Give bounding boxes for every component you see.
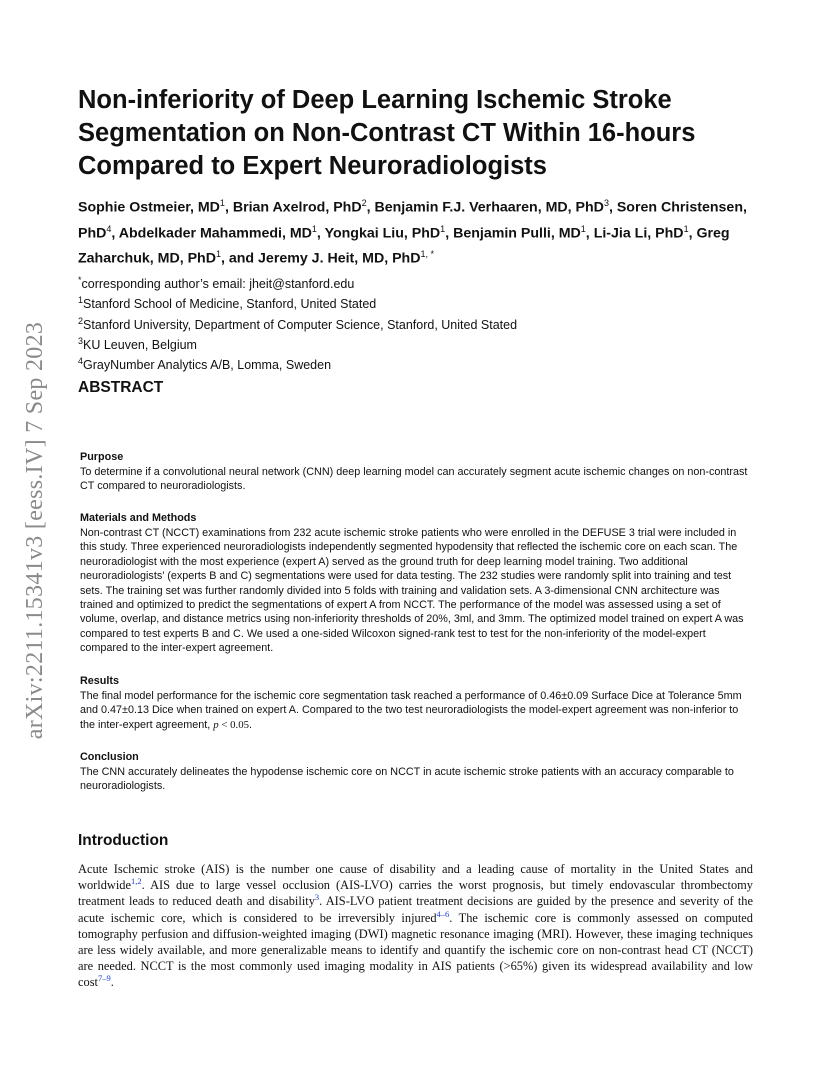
author-name: Sophie Ostmeier, MD [78,199,220,216]
author-separator: , [585,225,594,242]
affiliation-text: Stanford University, Department of Computer Science, Stanford, United Stated [83,317,518,332]
arxiv-side-stamp [20,290,52,770]
author-name: Greg Zaharchuk, MD, PhD [78,225,730,268]
affiliation-text: GrayNumber Analytics A/B, Lomma, Sweden [83,358,332,373]
author-affiliation-mark: 1 [215,249,221,260]
citation-link[interactable]: 7–9 [97,973,111,984]
affiliation-text: KU Leuven, Belgium [83,338,197,353]
affiliation-text: Stanford School of Medicine, Stanford, United Stated [83,297,377,312]
affiliation-mark: 4 [78,356,84,367]
author-affiliation-mark: 1 [683,223,689,234]
affiliation-mark: * [78,275,82,285]
arxiv-identifier: arXiv:2211.15341v3 [eess.IV] 7 Sep 2023 [22,321,49,739]
affiliation-item [78,333,768,353]
author-affiliation-mark: 1 [580,223,586,234]
author-name: Benjamin F.J. Verhaaren, MD, PhD [374,199,604,216]
author-name: Soren Christensen, PhD [78,199,747,242]
author-separator: , [688,225,697,242]
affiliation-item [78,292,768,312]
citation-link[interactable]: 3 [314,892,320,903]
introduction-sentence: . AIS due to large vessel occlusion (AIS-LVO) carries the worst prognosis, but timely endovascular thrombectomy treatment leads to reduced death and disability [78,878,753,909]
author-name: Yongkai Liu, PhD [324,225,441,242]
citation-link[interactable]: 4–6 [436,908,450,919]
abstract-results [80,674,752,732]
affiliation-mark: 3 [78,336,84,347]
author-name: Benjamin Pulli, MD [453,225,581,242]
introduction-sentence: . The ischemic core is commonly assessed on computed tomography perfusion and diffusion-weighted imaging (DWI) magnetic resonance imaging (MRI). However, these imaging techniques are less widely available, and more generalizable means to identify and quantify the ischemic core on non-contrast head CT (NCCT) are needed. NCCT is the most commonly used imaging modality in AIS patients (>65%) given its widespread availability and low cost [78,910,753,990]
p-value-symbol: p [213,718,219,731]
affiliation-text: corresponding author’s email: jheit@stanford.edu [81,277,355,292]
author-name: Abdelkader Mahammedi, MD [118,225,312,242]
conclusion-heading: Conclusion [80,751,139,763]
affiliation-item [78,313,768,333]
author-affiliation-mark: 1 [311,223,317,234]
author-separator: , [608,199,617,216]
author-affiliation-mark: 2 [361,198,367,208]
abstract-conclusion [80,750,752,794]
author-separator: , and [220,251,259,268]
affiliation-mark: 1 [78,295,84,306]
author-separator: , [445,225,454,242]
author-affiliation-mark: 1 [219,198,225,208]
author-separator: , [316,225,325,242]
affiliation-mark: 2 [78,315,84,326]
introduction-heading: Introduction [78,832,169,849]
introduction-sentence: . AIS-LVO patient treatment decisions are guided by the presence and severity of the acute ischemic core, which is considered to be irreversibly injured [78,894,753,925]
citation-link[interactable]: 1,2 [131,876,142,887]
purpose-heading: Purpose [80,451,124,463]
author-separator: , [366,199,375,216]
author-name: Li-Jia Li, PhD [593,225,684,242]
affiliation-item [78,272,768,292]
author-affiliation-mark: 1 [440,223,446,234]
abstract-methods [80,511,752,656]
purpose-text: To determine if a convolutional neural network (CNN) deep learning model can accurately segment acute ischemic changes on non-contrast CT compared to neuroradiologists. [80,466,748,493]
affiliation-list [78,272,768,374]
author-name: Brian Axelrod, PhD [232,199,362,216]
affiliation-item [78,353,768,373]
introduction-sentence: . [110,975,114,990]
abstract-heading: ABSTRACT [78,379,164,396]
p-value-relation: < 0.05 [218,718,250,731]
author-list [78,193,768,270]
introduction-sentence: Acute Ischemic stroke (AIS) is the number one cause of disability and a leading cause of mortality in the United States and worldwide [78,862,753,893]
author-affiliation-mark: 4 [106,223,112,234]
author-affiliation-mark: 3 [603,198,609,208]
results-end: . [249,718,253,731]
methods-text: Non-contrast CT (NCCT) examinations from 232 acute ischemic stroke patients who were enrolled in the DEFUSE 3 trial were included in this study. Three experienced neuroradiologists independently segmented hypodensity that reflected the ischemic core on each scan. The neuroradiologist with the most experience (expert A) served as the ground truth for deep learning model training. Two additional neuroradiologists’ (experts B and C) segmentations were used for data testing. The 232 studies were randomly split into training and test sets. The training set was further randomly divided into 5 folds with training and validation sets. A 3-dimensional CNN architecture was trained and optimized to predict the segmentations of expert A from NCCT. The performance of the model was assessed using a set of volume, overlap, and distance metrics using non-inferiority thresholds of 20%, 3ml, and 3mm. The optimized model trained on expert A was compared to test experts B and C. We used a one-sided Wilcoxon signed-rank test to test for the non-inferiority of the model-expert compared to the inter-expert agreement. [80,527,744,655]
introduction-text [78,861,753,991]
author-name: Jeremy J. Heit, MD, PhD [258,251,421,268]
paper-title: Non-inferiority of Deep Learning Ischemic Stroke Segmentation on Non-Contrast CT Within 16-hours Compared to Expert Neuroradiologists [78,86,696,180]
abstract-purpose [80,450,752,494]
results-heading: Results [80,675,120,687]
author-separator: , [111,225,119,242]
results-text [80,689,752,732]
conclusion-text: The CNN accurately delineates the hypodense ischemic core on NCCT in acute ischemic stroke patients with an accuracy comparable to neuroradiologists. [80,766,734,793]
author-separator: , [224,199,233,216]
results-body: The final model performance for the ischemic core segmentation task reached a performance of 0.46±0.09 Surface Dice at Tolerance 5mm and 0.47±0.13 Dice when trained on expert A. Compared to the two test neuroradiologists the model-expert agreement was non-inferior to the inter-expert agreement, [80,690,742,731]
author-affiliation-mark: 1, * [420,249,434,260]
methods-heading: Materials and Methods [80,512,197,524]
